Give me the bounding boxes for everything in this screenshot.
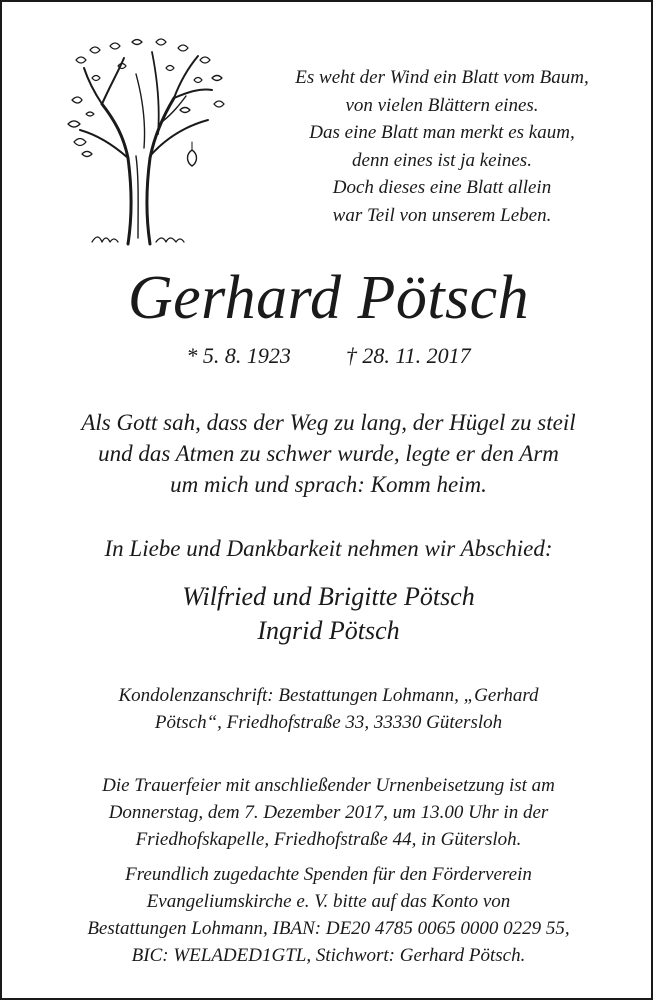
donation-line: Bestattungen Lohmann, IBAN: DE20 4785 0065 0000 0229 55, <box>87 918 570 939</box>
funeral-line: Die Trauerfeier mit anschließender Urnenbeisetzung ist am <box>102 775 555 796</box>
donation-line: BIC: WELADED1GTL, Stichwort: Gerhard Pötsch. <box>131 945 526 966</box>
verse-line: um mich und sprach: Komm heim. <box>170 472 487 497</box>
death-date: † 28. 11. 2017 <box>345 343 471 368</box>
tree-icon <box>62 38 232 250</box>
condolence-line: Kondolenzanschrift: Bestattungen Lohmann, „Gerhard <box>118 685 539 706</box>
verse-line: und das Atmen zu schwer wurde, legte er den Arm <box>98 441 559 466</box>
verse-line: Als Gott sah, dass der Weg zu lang, der Hügel zu steil <box>81 410 576 435</box>
poem-line: denn eines ist ja keines. <box>352 149 532 171</box>
poem-line: Das eine Blatt man merkt es kaum, <box>309 122 575 143</box>
poem-line: Doch dieses eine Blatt allein <box>332 177 552 198</box>
funeral-line: Friedhofskapelle, Friedhofstraße 44, in Gütersloh. <box>135 829 522 850</box>
funeral-line: Donnerstag, dem 7. Dezember 2017, um 13.00 Uhr in der <box>108 802 549 823</box>
condolence-line: Pötsch“, Friedhofstraße 33, 33330 Gütersloh <box>154 712 503 733</box>
life-dates <box>2 342 653 370</box>
farewell-line: In Liebe und Dankbarkeit nehmen wir Abschied: <box>104 536 553 561</box>
poem-line: war Teil von unserem Leben. <box>332 204 552 226</box>
deceased-name: Gerhard Pötsch <box>127 264 530 332</box>
poem-line: von vielen Blättern eines. <box>345 94 539 116</box>
birth-date: * 5. 8. 1923 <box>186 343 291 368</box>
poem-line: Es weht der Wind ein Blatt vom Baum, <box>295 67 589 88</box>
donation-line: Freundlich zugedachte Spenden für den Förderverein <box>125 864 532 885</box>
poem <box>242 64 642 229</box>
donation-line: Evangeliumskirche e. V. bitte auf das Konto von <box>146 891 511 912</box>
mourner-name: Ingrid Pötsch <box>257 616 400 645</box>
funeral-details <box>2 772 653 853</box>
mourners <box>2 580 653 648</box>
donation-request <box>2 861 653 969</box>
mourner-name: Wilfried und Brigitte Pötsch <box>182 582 475 611</box>
condolence-address <box>2 682 653 736</box>
memorial-verse <box>2 407 653 500</box>
